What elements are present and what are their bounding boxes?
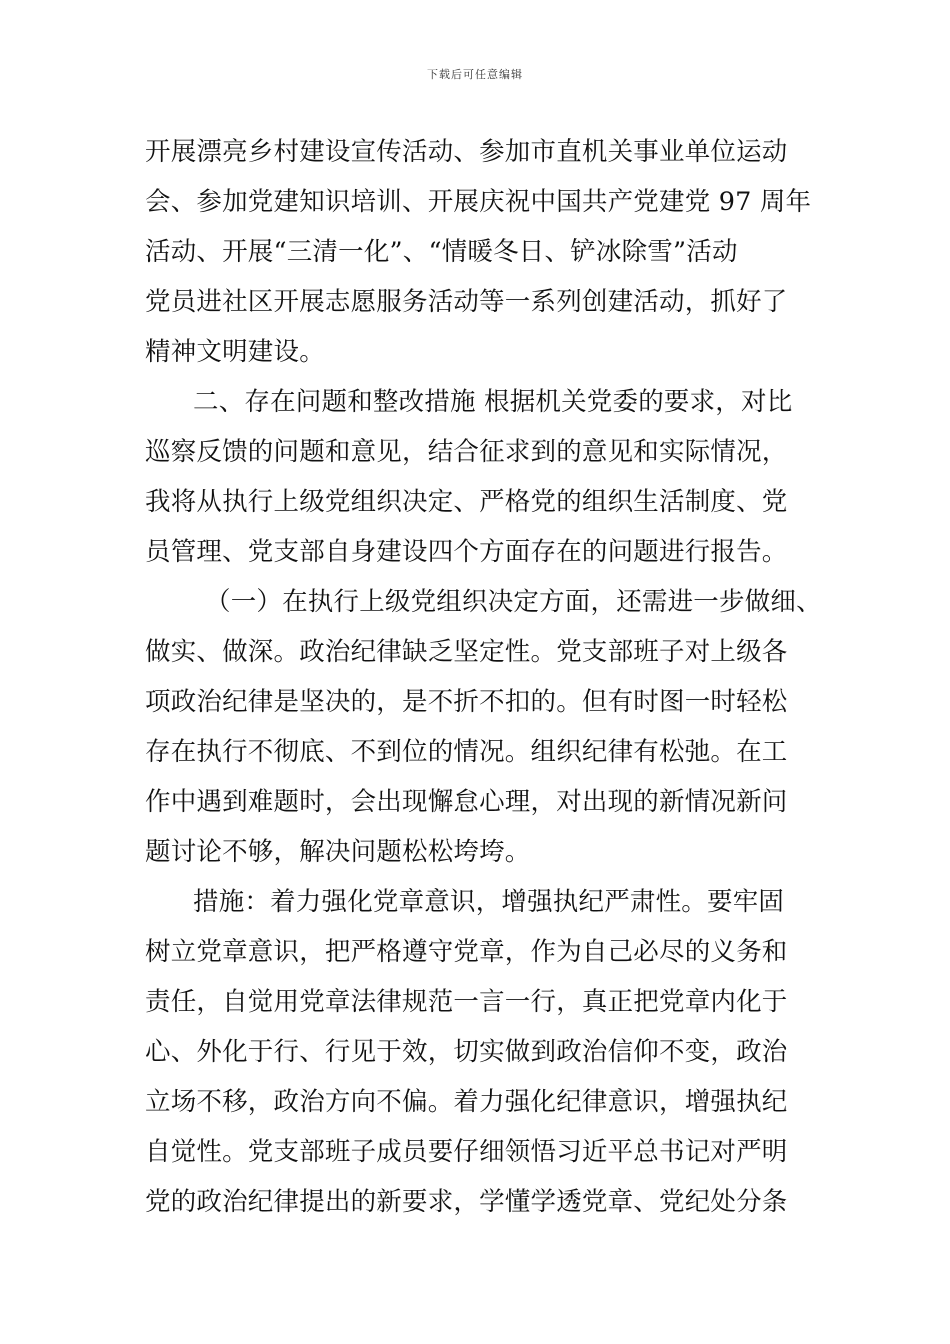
- body-line: 开展漂亮乡村建设宣传活动、参加市直机关事业单位运动: [145, 137, 788, 167]
- subsection-heading-line: （一）在执行上级党组织决定方面，还需进一步做细、: [205, 587, 822, 617]
- measures-paragraph-line: 措施：着力强化党章意识，增强执纪严肃性。要牢固: [193, 887, 785, 917]
- body-line: 精神文明建设。: [145, 337, 325, 367]
- body-line: 项政治纪律是坚决的，是不折不扣的。但有时图一时轻松: [145, 687, 788, 717]
- body-line: 责任，自觉用党章法律规范一言一行，真正把党章内化于: [145, 987, 788, 1017]
- document-body: [145, 127, 822, 1227]
- body-line: 巡察反馈的问题和意见，结合征求到的意见和实际情况，: [145, 437, 788, 467]
- body-line: 会、参加党建知识培训、开展庆祝中国共产党建党 97 周年: [145, 187, 812, 217]
- body-line: 我将从执行上级党组织决定、严格党的组织生活制度、党: [145, 487, 788, 517]
- body-line: 存在执行不彻底、不到位的情况。组织纪律有松弛。在工: [145, 737, 788, 767]
- body-line: 自觉性。党支部班子成员要仔细领悟习近平总书记对严明: [145, 1137, 788, 1167]
- body-line: 党的政治纪律提出的新要求，学懂学透党章、党纪处分条: [145, 1187, 788, 1217]
- body-line: 作中遇到难题时，会出现懈怠心理，对出现的新情况新问: [145, 787, 788, 817]
- body-line: 题讨论不够，解决问题松松垮垮。: [145, 837, 531, 867]
- header-note: 下载后可任意编辑: [427, 68, 523, 81]
- section-heading-line: 二、存在问题和整改措施 根据机关党委的要求，对比: [193, 387, 793, 417]
- body-line: 树立党章意识，把严格遵守党章，作为自己必尽的义务和: [145, 937, 788, 967]
- body-line: 党员进社区开展志愿服务活动等一系列创建活动，抓好了: [145, 287, 788, 317]
- body-line: 活动、开展“三清一化”、“情暖冬日、铲冰除雪”活动: [145, 237, 738, 267]
- body-line: 立场不移，政治方向不偏。着力强化纪律意识，增强执纪: [145, 1087, 788, 1117]
- body-line: 做实、做深。政治纪律缺乏坚定性。党支部班子对上级各: [145, 637, 788, 667]
- body-line: 员管理、党支部自身建设四个方面存在的问题进行报告。: [145, 537, 788, 567]
- body-line: 心、外化于行、行见于效，切实做到政治信仰不变，政治: [145, 1037, 788, 1067]
